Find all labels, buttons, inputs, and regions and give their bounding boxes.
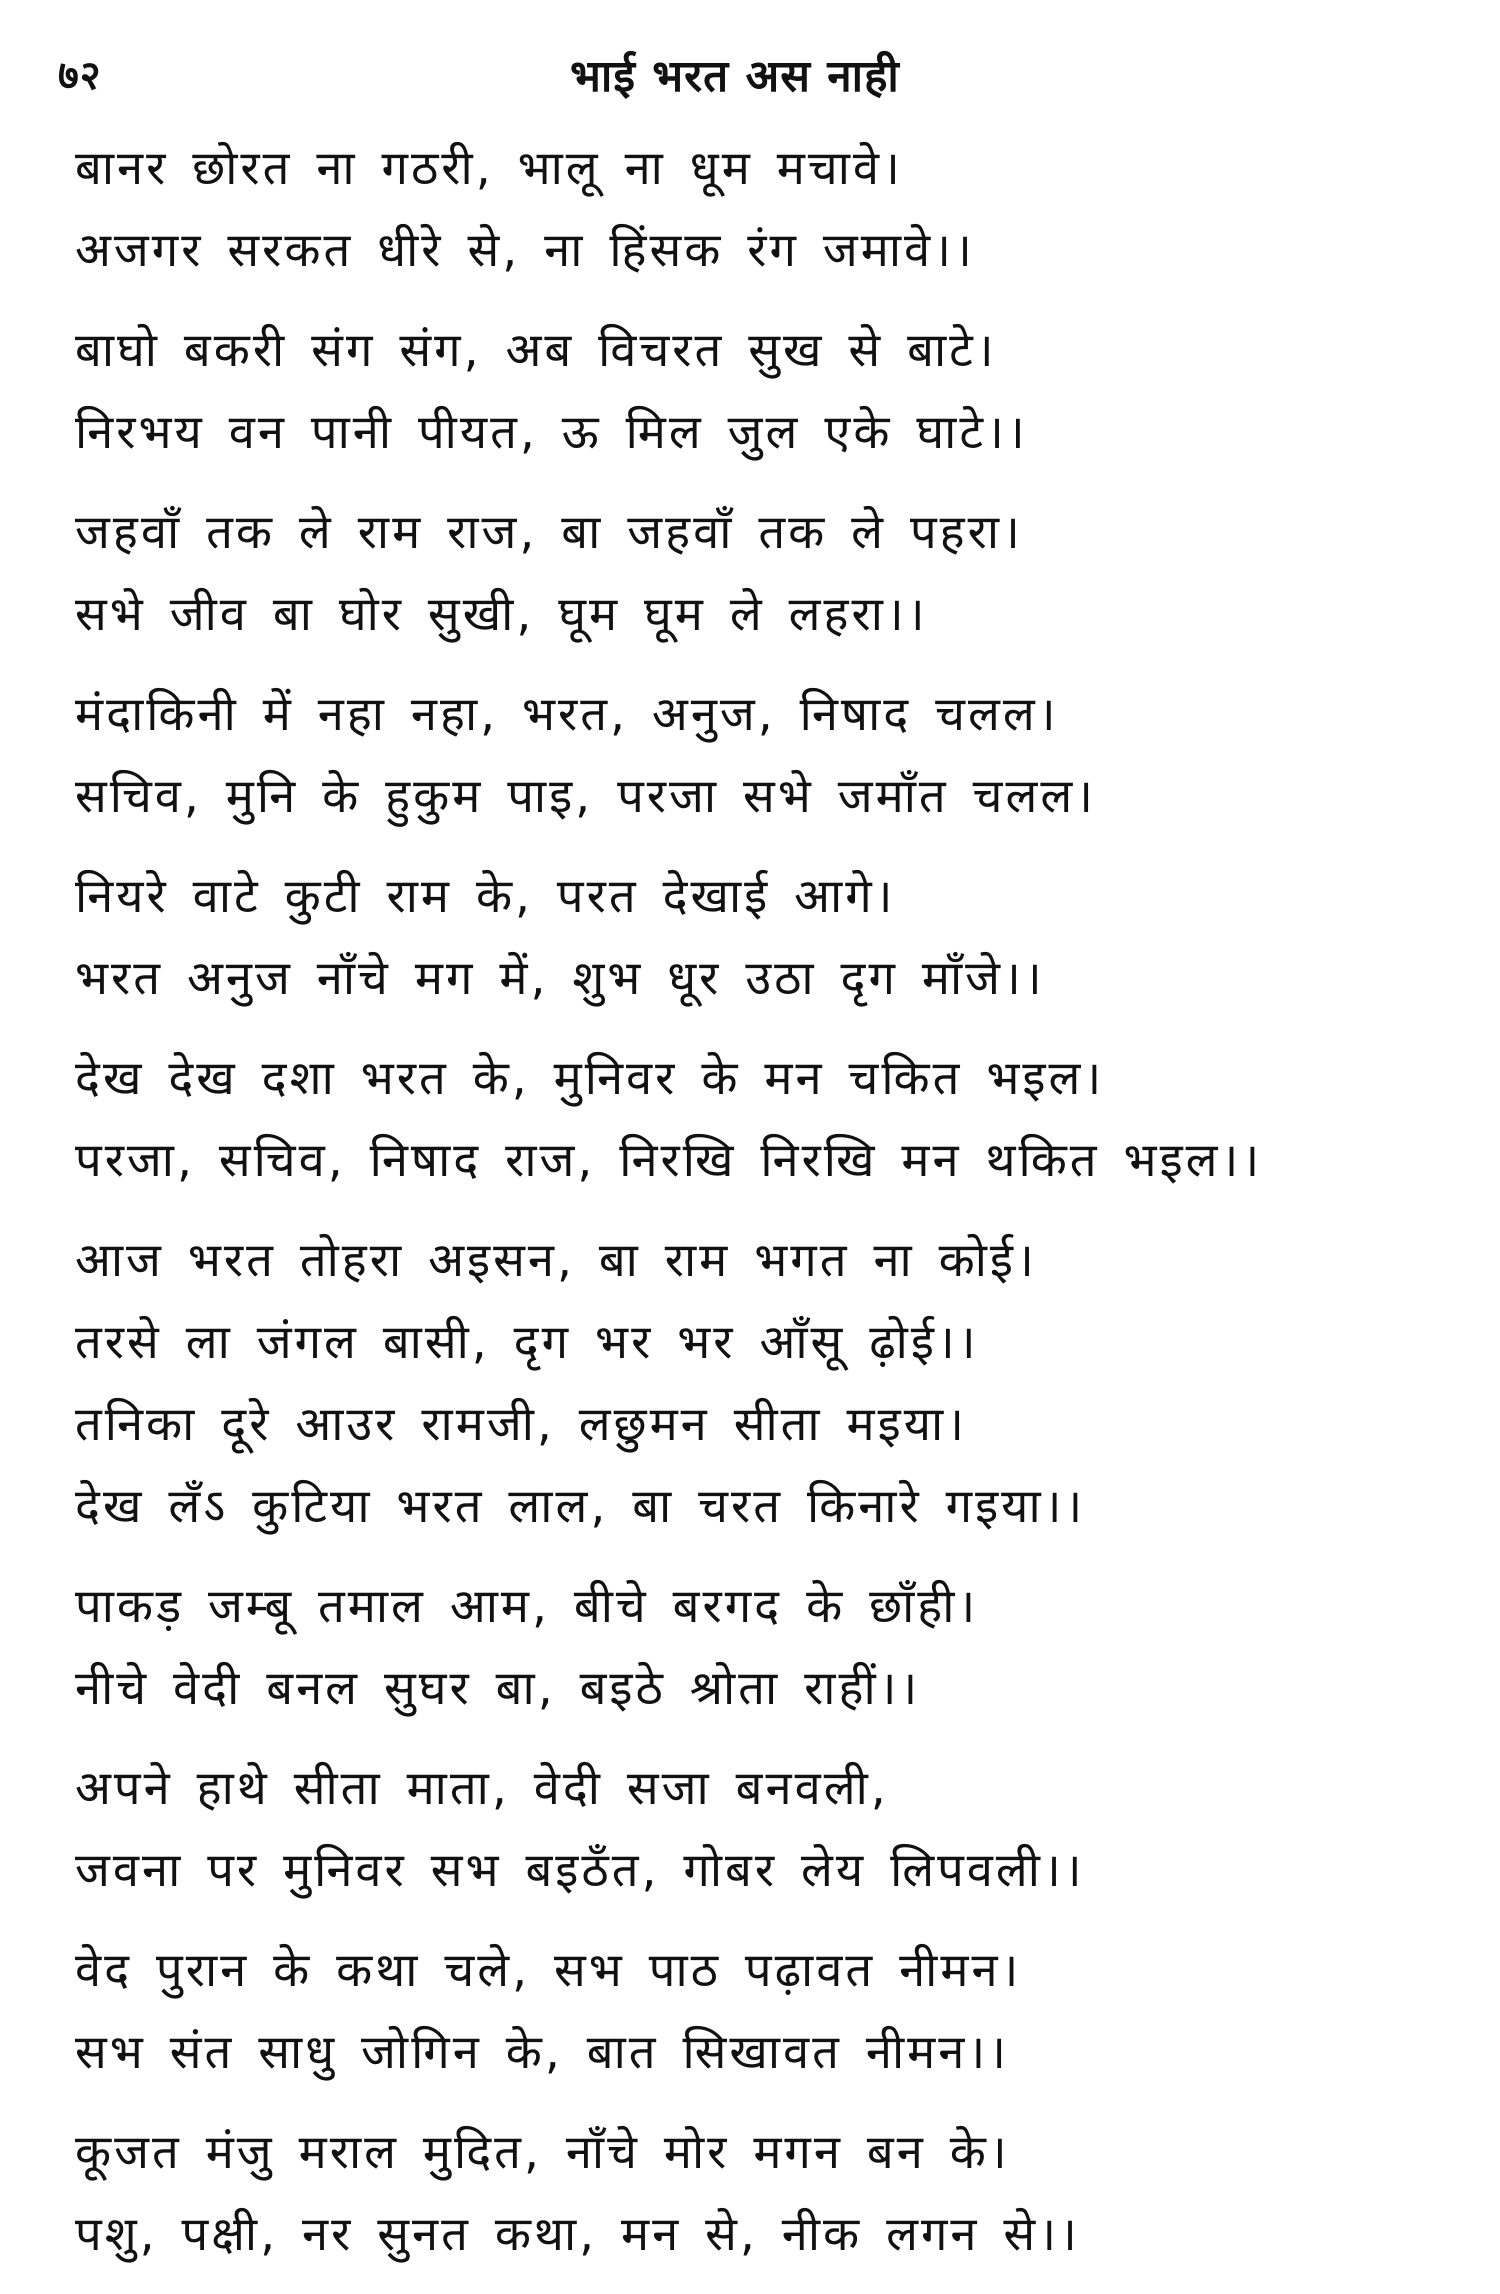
- poem-line: जहवाँ तक ले राम राज, बा जहवाँ तक ले पहरा।: [75, 505, 1023, 560]
- poem-line: पशु, पक्षी, नर सुनत कथा, मन से, नीक लगन से।।: [75, 2207, 1080, 2262]
- poem-line: मंदाकिनी में नहा नहा, भरत, अनुज, निषाद चलल।: [75, 687, 1059, 742]
- poem-line: तनिका दूरे आउर रामजी, लछुमन सीता मइया।: [75, 1397, 967, 1452]
- poem-line: अपने हाथे सीता माता, वेदी सजा बनवली,: [75, 1761, 889, 1816]
- poem-line: कूजत मंजु मराल मुदित, नाँचे मोर मगन बन के।: [75, 2125, 1010, 2180]
- poem-line: परजा, सचिव, निषाद राज, निरखि निरखि मन थकित भइल।।: [75, 1133, 1263, 1188]
- poem-line: बाघो बकरी संग संग, अब विचरत सुख से बाटे।: [75, 323, 997, 378]
- poem-line: पाकड़ जम्बू तमाल आम, बीचे बरगद के छाँही।: [75, 1579, 979, 1634]
- stanza: [75, 1220, 1465, 1384]
- page-header: [0, 44, 1500, 104]
- stanza: [75, 1566, 1465, 1730]
- poem-body: [75, 128, 1465, 2294]
- page-title: भाई भरत अस नाही: [570, 51, 900, 102]
- stanza: [75, 1748, 1465, 1912]
- stanza: [75, 2112, 1465, 2276]
- stanza: [75, 128, 1465, 292]
- stanza: [75, 1384, 1465, 1548]
- poem-line: सभ संत साधु जोगिन के, बात सिखावत नीमन।।: [75, 2025, 1009, 2080]
- stanza: [75, 856, 1465, 1020]
- poem-line: आज भरत तोहरा अइसन, बा राम भगत ना कोई।: [75, 1233, 1037, 1288]
- poem-line: भरत अनुज नाँचे मग में, शुभ धूर उठा दृग माँजे।।: [75, 951, 1045, 1006]
- stanza: [75, 492, 1465, 656]
- poem-line: देख लँऽ कुटिया भरत लाल, बा चरत किनारे गइया।।: [75, 1479, 1086, 1534]
- poem-line: जवना पर मुनिवर सभ बइठँत, गोबर लेय लिपवली।।: [75, 1843, 1085, 1898]
- poem-line: सचिव, मुनि के हुकुम पाइ, परजा सभे जमाँत चलल।: [75, 769, 1096, 824]
- poem-line: अजगर सरकत धीरे से, ना हिंसक रंग जमावे।।: [75, 223, 975, 278]
- poem-line: बानर छोरत ना गठरी, भालू ना धूम मचावे।: [75, 141, 903, 196]
- poem-line: देख देख दशा भरत के, मुनिवर के मन चकित भइल।: [75, 1051, 1105, 1106]
- poem-line: नीचे वेदी बनल सुघर बा, बइठे श्रोता राहीं।।: [75, 1661, 921, 1716]
- poem-line: वेद पुरान के कथा चले, सभ पाठ पढ़ावत नीमन।: [75, 1943, 1022, 1998]
- stanza: [75, 1930, 1465, 2094]
- poem-line: नियरे वाटे कुटी राम के, परत देखाई आगे।: [75, 869, 896, 924]
- poem-line: सभे जीव बा घोर सुखी, घूम घूम ले लहरा।।: [75, 587, 928, 642]
- poem-line: तरसे ला जंगल बासी, दृग भर भर आँसू ढ़ोई।।: [75, 1315, 979, 1370]
- page-number: ७२: [58, 53, 102, 99]
- stanza: [75, 1038, 1465, 1202]
- stanza: [75, 674, 1465, 838]
- stanza: [75, 310, 1465, 474]
- poem-line: निरभय वन पानी पीयत, ऊ मिल जुल एके घाटे।।: [75, 405, 1028, 460]
